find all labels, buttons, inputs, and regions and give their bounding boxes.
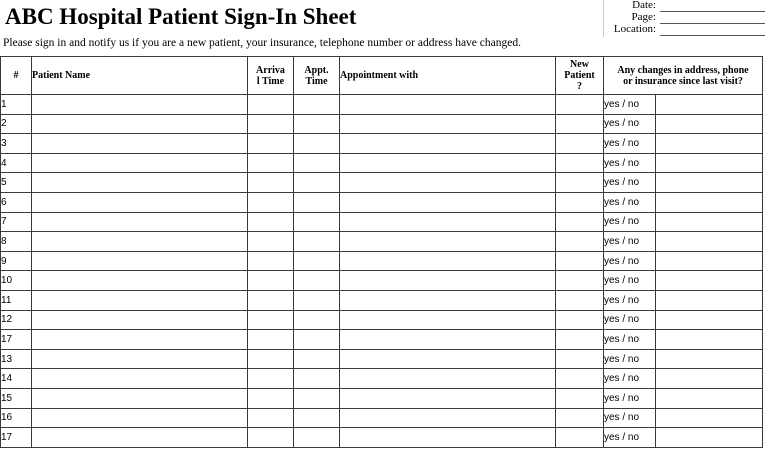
meta-location [604,24,767,36]
appt-time-cell[interactable] [294,114,340,134]
yes-no-cell[interactable]: yes / no [604,388,656,408]
new-patient-cell[interactable] [556,271,604,291]
table-row [1,232,763,252]
arrival-time-cell[interactable] [248,349,294,369]
appointment-with-cell[interactable] [340,134,556,154]
yes-no-cell[interactable]: yes / no [604,114,656,134]
table-row [1,153,763,173]
table-row [1,114,763,134]
arrival-time-cell[interactable] [248,251,294,271]
meta-label: Location: [613,23,656,35]
appt-time-cell[interactable] [294,388,340,408]
header-arrival-time: Arriva l Time [248,57,294,95]
patient-name-cell[interactable] [32,428,248,448]
appointment-with-cell[interactable] [340,388,556,408]
new-patient-cell[interactable] [556,388,604,408]
patient-name-cell[interactable] [32,153,248,173]
meta-block [603,0,767,37]
arrival-time-cell[interactable] [248,290,294,310]
row-number: 3 [1,134,32,154]
new-patient-cell[interactable] [556,153,604,173]
row-number: 10 [1,271,32,291]
appointment-with-cell[interactable] [340,212,556,232]
changes-notes-cell[interactable] [656,95,763,115]
patient-name-cell[interactable] [32,232,248,252]
appt-time-cell[interactable] [294,173,340,193]
table-row [1,251,763,271]
appt-time-cell[interactable] [294,153,340,173]
table-row [1,349,763,369]
table-row [1,330,763,350]
table-row [1,369,763,389]
patient-name-cell[interactable] [32,114,248,134]
changes-notes-cell[interactable] [656,134,763,154]
changes-notes-cell[interactable] [656,388,763,408]
meta-label: Page: [631,11,656,23]
arrival-time-cell[interactable] [248,330,294,350]
row-number: 12 [1,310,32,330]
arrival-time-cell[interactable] [248,153,294,173]
changes-notes-cell[interactable] [656,271,763,291]
new-patient-cell[interactable] [556,95,604,115]
patient-name-cell[interactable] [32,388,248,408]
new-patient-cell[interactable] [556,369,604,389]
table-row [1,173,763,193]
row-number: 8 [1,232,32,252]
yes-no-cell[interactable]: yes / no [604,153,656,173]
header-patient-name: Patient Name [32,57,248,95]
patient-name-cell[interactable] [32,310,248,330]
appointment-with-cell[interactable] [340,428,556,448]
yes-no-cell[interactable]: yes / no [604,408,656,428]
yes-no-cell[interactable]: yes / no [604,212,656,232]
appointment-with-cell[interactable] [340,271,556,291]
appt-time-cell[interactable] [294,251,340,271]
new-patient-cell[interactable] [556,310,604,330]
meta-label: Date: [632,0,656,11]
location-field[interactable] [660,35,765,36]
row-number: 2 [1,114,32,134]
new-patient-cell[interactable] [556,349,604,369]
patient-name-cell[interactable] [32,134,248,154]
patient-name-cell[interactable] [32,192,248,212]
new-patient-cell[interactable] [556,173,604,193]
appointment-with-cell[interactable] [340,192,556,212]
patient-name-cell[interactable] [32,369,248,389]
table-row [1,95,763,115]
yes-no-cell[interactable]: yes / no [604,290,656,310]
row-number: 5 [1,173,32,193]
page-title: ABC Hospital Patient Sign-In Sheet [5,4,357,29]
row-number: 13 [1,349,32,369]
table-row [1,310,763,330]
patient-name-cell[interactable] [32,173,248,193]
patient-name-cell[interactable] [32,251,248,271]
instructions-text: Please sign in and notify us if you are a new patient, your insurance, telephone number or address have changed. [3,37,521,49]
appt-time-cell[interactable] [294,408,340,428]
appt-time-cell[interactable] [294,232,340,252]
arrival-time-cell[interactable] [248,212,294,232]
row-number: 6 [1,192,32,212]
table-body [1,95,763,448]
new-patient-cell[interactable] [556,330,604,350]
appt-time-cell[interactable] [294,349,340,369]
changes-notes-cell[interactable] [656,114,763,134]
new-patient-cell[interactable] [556,114,604,134]
yes-no-cell[interactable]: yes / no [604,349,656,369]
patient-name-cell[interactable] [32,408,248,428]
arrival-time-cell[interactable] [248,388,294,408]
new-patient-cell[interactable] [556,212,604,232]
new-patient-cell[interactable] [556,134,604,154]
changes-notes-cell[interactable] [656,369,763,389]
changes-notes-cell[interactable] [656,428,763,448]
appt-time-cell[interactable] [294,95,340,115]
changes-notes-cell[interactable] [656,251,763,271]
appointment-with-cell[interactable] [340,95,556,115]
patient-name-cell[interactable] [32,271,248,291]
arrival-time-cell[interactable] [248,428,294,448]
header-number: # [1,57,32,95]
row-number: 4 [1,153,32,173]
appointment-with-cell[interactable] [340,330,556,350]
appointment-with-cell[interactable] [340,173,556,193]
new-patient-cell[interactable] [556,232,604,252]
yes-no-cell[interactable]: yes / no [604,232,656,252]
header-row [1,57,763,95]
appointment-with-cell[interactable] [340,290,556,310]
changes-notes-cell[interactable] [656,330,763,350]
row-number: 1 [1,95,32,115]
row-number: 16 [1,408,32,428]
changes-notes-cell[interactable] [656,290,763,310]
appt-time-cell[interactable] [294,330,340,350]
header-new-patient: New Patient ? [556,57,604,95]
header-any-changes: Any changes in address, phone or insurance since last visit? [604,57,763,95]
meta-date [604,0,767,12]
arrival-time-cell[interactable] [248,95,294,115]
arrival-time-cell[interactable] [248,173,294,193]
changes-notes-cell[interactable] [656,212,763,232]
header-appointment-with: Appointment with [340,57,556,95]
appointment-with-cell[interactable] [340,232,556,252]
patient-name-cell[interactable] [32,290,248,310]
new-patient-cell[interactable] [556,251,604,271]
appointment-with-cell[interactable] [340,251,556,271]
changes-notes-cell[interactable] [656,408,763,428]
new-patient-cell[interactable] [556,192,604,212]
yes-no-cell[interactable]: yes / no [604,251,656,271]
table-row [1,212,763,232]
appointment-with-cell[interactable] [340,310,556,330]
yes-no-cell[interactable]: yes / no [604,271,656,291]
appt-time-cell[interactable] [294,134,340,154]
appt-time-cell[interactable] [294,290,340,310]
appt-time-cell[interactable] [294,212,340,232]
table-row [1,428,763,448]
arrival-time-cell[interactable] [248,232,294,252]
row-number: 15 [1,388,32,408]
appointment-with-cell[interactable] [340,114,556,134]
yes-no-cell[interactable]: yes / no [604,310,656,330]
patient-name-cell[interactable] [32,212,248,232]
yes-no-cell[interactable]: yes / no [604,428,656,448]
changes-notes-cell[interactable] [656,173,763,193]
yes-no-cell[interactable]: yes / no [604,134,656,154]
changes-notes-cell[interactable] [656,232,763,252]
changes-notes-cell[interactable] [656,192,763,212]
appointment-with-cell[interactable] [340,369,556,389]
table-row [1,192,763,212]
changes-notes-cell[interactable] [656,349,763,369]
patient-name-cell[interactable] [32,95,248,115]
appointment-with-cell[interactable] [340,408,556,428]
arrival-time-cell[interactable] [248,408,294,428]
appt-time-cell[interactable] [294,271,340,291]
yes-no-cell[interactable]: yes / no [604,95,656,115]
sign-in-table [0,56,763,448]
patient-name-cell[interactable] [32,330,248,350]
row-number: 17 [1,428,32,448]
row-number: 11 [1,290,32,310]
appointment-with-cell[interactable] [340,349,556,369]
arrival-time-cell[interactable] [248,134,294,154]
appt-time-cell[interactable] [294,428,340,448]
changes-notes-cell[interactable] [656,153,763,173]
arrival-time-cell[interactable] [248,369,294,389]
appt-time-cell[interactable] [294,369,340,389]
table-row [1,388,763,408]
table-row [1,408,763,428]
arrival-time-cell[interactable] [248,114,294,134]
yes-no-cell[interactable]: yes / no [604,330,656,350]
yes-no-cell[interactable]: yes / no [604,369,656,389]
yes-no-cell[interactable]: yes / no [604,192,656,212]
row-number: 7 [1,212,32,232]
arrival-time-cell[interactable] [248,192,294,212]
arrival-time-cell[interactable] [248,271,294,291]
patient-name-cell[interactable] [32,349,248,369]
new-patient-cell[interactable] [556,428,604,448]
appt-time-cell[interactable] [294,192,340,212]
new-patient-cell[interactable] [556,290,604,310]
new-patient-cell[interactable] [556,408,604,428]
appointment-with-cell[interactable] [340,153,556,173]
row-number: 9 [1,251,32,271]
header-appt-time: Appt. Time [294,57,340,95]
row-number: 14 [1,369,32,389]
yes-no-cell[interactable]: yes / no [604,173,656,193]
changes-notes-cell[interactable] [656,310,763,330]
table-row [1,271,763,291]
row-number: 17 [1,330,32,350]
table-row [1,290,763,310]
appt-time-cell[interactable] [294,310,340,330]
arrival-time-cell[interactable] [248,310,294,330]
table-row [1,134,763,154]
